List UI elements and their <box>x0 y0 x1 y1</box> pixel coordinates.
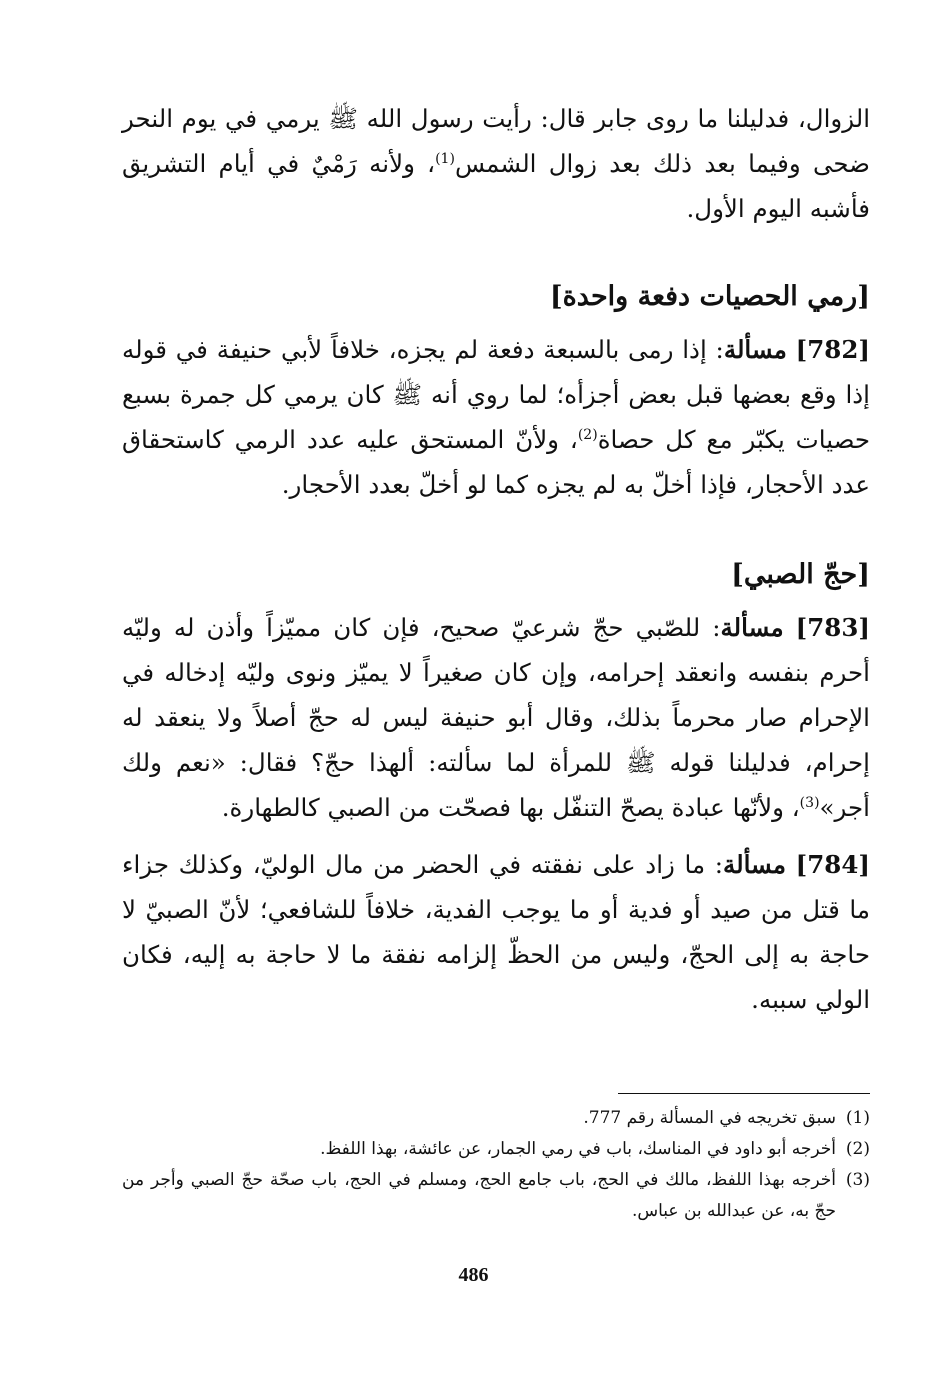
footnote-ref[interactable]: (2) <box>577 426 598 443</box>
footnote-item <box>122 1134 870 1165</box>
footnote-ref[interactable]: (1) <box>435 150 455 167</box>
page-body <box>122 96 870 1022</box>
issue-number: [784] <box>795 850 870 879</box>
issue-keyword: مسألة <box>722 850 787 879</box>
issue-text: : إذا رمى بالسبعة دفعة لم يجزه، خلافاً لأبي حنيفة في قوله إذا وقع بعضها قبل بعض أجزأه؛ لما روي أنه ﷺ كان يرمي كل جمرة بسبع حصيات يكبّر مع كل حصاة <box>122 335 870 454</box>
footnote-number: (2) <box>845 1139 870 1159</box>
page-number: 486 <box>458 1264 489 1286</box>
issue-paragraph <box>122 327 870 507</box>
issue-number: [783] <box>795 613 870 642</box>
section-heading: [رمي الحصيات دفعة واحدة] <box>549 281 870 312</box>
issue-paragraph <box>122 605 870 830</box>
issue-text: : ما زاد على نفقته في الحضر من مال الوليّ، وكذلك جزاء ما قتل من صيد أو فدية أو ما يوجب الفدية، خلافاً للشافعي؛ لأنّ الصبيّ لا حاجة به إلى الحجّ، وليس من الحظّ إلزامه نفقة ما لا حاجة به إليه، فكان الولي سببه. <box>122 850 870 1014</box>
intro-paragraph <box>122 96 870 231</box>
issue-paragraph <box>122 842 870 1022</box>
footnote-number: (1) <box>845 1108 870 1128</box>
footnote-text: أخرجه بهذا اللفظ، مالك في الحج، باب جامع الحج، ومسلم في الحج، باب صحّة حجّ الصبي وأجر من حجّ به، عن عبدالله بن عباس. <box>122 1170 836 1221</box>
footnote-text: أخرجه أبو داود في المناسك، باب في رمي الجمار، عن عائشة، بهذا اللفظ. <box>320 1139 836 1159</box>
footnote-ref[interactable]: (3) <box>799 794 820 811</box>
issue-keyword: مسألة <box>720 613 784 642</box>
section-heading: [حجّ الصبي] <box>731 559 870 590</box>
issue-keyword: مسألة <box>723 335 787 364</box>
issue-number: [782] <box>795 335 870 364</box>
footnotes <box>122 1103 870 1227</box>
issue-text-after: ، ولأنّها عبادة يصحّ التنفّل بها فصحّت من الصبي كالطهارة. <box>221 793 800 822</box>
issue-text: : للصّبي حجّ شرعيّ صحيح، فإن كان مميّزاً وأذن له وليّه أحرم بنفسه وانعقد إحرامه، وإن كان صغيراً لا يميّز ونوى وليّه إدخاله في الإحرام صار محرماً بذلك، وقال أبو حنيفة ليس له حجّ أصلاً ولا ينعقد له إحرام، فدليلنا قوله ﷺ للمرأة لما سألته: ألهذا حجّ؟ فقال: «نعم ولك أجر» <box>122 613 870 822</box>
footnote-number: (3) <box>845 1170 870 1190</box>
footnote-item <box>122 1103 870 1134</box>
footnote-item <box>122 1165 870 1227</box>
footnote-text: سبق تخريجه في المسألة رقم 777. <box>583 1108 836 1128</box>
footnote-divider <box>618 1093 870 1094</box>
intro-text-after: ، ولأنه رَمْيٌ في أيام التشريق فأشبه اليوم الأول. <box>122 149 870 223</box>
issue-text-after: ، ولأنّ المستحق عليه عدد الرمي كاستحقاق عدد الأحجار، فإذا أخلّ به لم يجزه كما لو أخلّ بعدد الأحجار. <box>122 425 870 499</box>
intro-text: الزوال، فدليلنا ما روى جابر قال: رأيت رسول الله ﷺ يرمي في يوم النحر ضحى وفيما بعد ذلك بعد زوال الشمس <box>122 104 870 178</box>
